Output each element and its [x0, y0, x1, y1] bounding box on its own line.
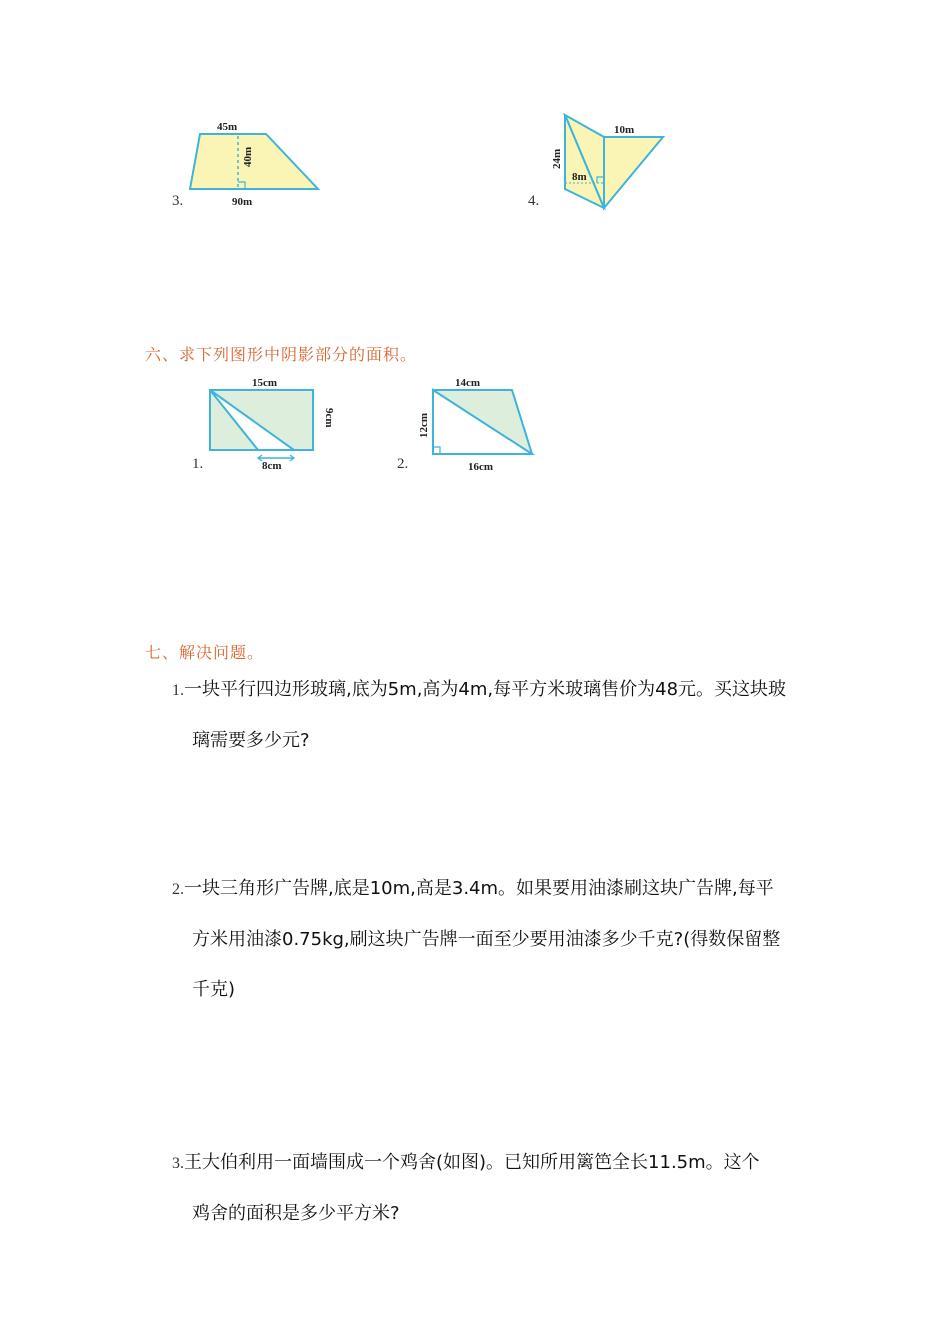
question-line: 千克)	[192, 979, 236, 1000]
top-length-label: 10m	[614, 124, 635, 136]
section-6-figure-2	[395, 372, 545, 477]
figure-number: 4.	[528, 193, 540, 209]
bottom-length-label: 16cm	[468, 461, 494, 473]
figure-3	[170, 110, 330, 220]
bottom-length-label: 90m	[232, 196, 253, 208]
question-number: 3.	[172, 1155, 184, 1172]
figure-4	[525, 105, 685, 220]
side-length-label: 9cm	[323, 408, 335, 428]
top-length-label: 45m	[217, 121, 238, 133]
question-line: 鸡舍的面积是多少平方米?	[192, 1203, 400, 1224]
figure-number: 3.	[172, 193, 184, 209]
trapezoid-figure	[170, 110, 330, 220]
question-line: 2.一块三角形广告牌,底是10m,高是3.4m。如果要用油漆刷这块广告牌,每平	[172, 878, 774, 899]
question-line: 1.一块平行四边形玻璃,底为5m,高为4m,每平方米玻璃售价为48元。买这块玻	[172, 679, 787, 700]
height-label: 40m	[242, 146, 254, 167]
inner-length-label: 8m	[572, 171, 587, 183]
question-number: 1.	[172, 682, 184, 699]
question-line: 璃需要多少元?	[192, 730, 310, 751]
figure-number: 1.	[192, 456, 204, 472]
height-label: 24m	[551, 148, 563, 169]
question-3	[172, 1138, 852, 1239]
section-6-figure-1	[190, 372, 340, 477]
top-length-label: 14cm	[455, 377, 481, 389]
section-6-title: 六、求下列图形中阴影部分的面积。	[145, 345, 418, 364]
question-2	[172, 864, 852, 1015]
triangles-figure	[525, 105, 685, 220]
bottom-length-label: 8cm	[262, 460, 282, 472]
side-length-label: 12cm	[418, 412, 430, 438]
question-number: 2.	[172, 881, 184, 898]
top-length-label: 15cm	[252, 377, 278, 389]
trapezoid-shaded-figure	[395, 372, 545, 477]
figure-number: 2.	[397, 456, 409, 472]
section-7-title: 七、解决问题。	[145, 643, 265, 662]
question-line: 方米用油漆0.75kg,刷这块广告牌一面至少要用油漆多少千克?(得数保留整	[192, 929, 781, 950]
question-1	[172, 665, 852, 766]
question-line: 3.王大伯利用一面墙围成一个鸡舍(如图)。已知所用篱笆全长11.5m。这个	[172, 1152, 760, 1173]
rectangle-shaded-figure	[190, 372, 340, 477]
